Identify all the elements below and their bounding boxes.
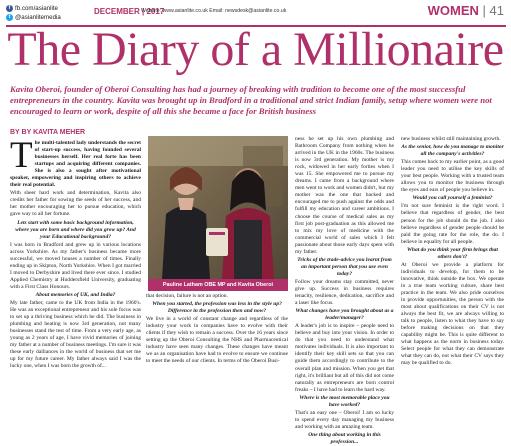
paragraph: I was born in Bradford and grew up in various locations across Yorkshire. As my father's business became more successful, we moved houses a number of times. Finally ending up in Skipton, North Yorkshire. When I got married I moved to Derbyshire and lived there ever since. I studied Applied Chemistry at Huddersfield University, graduating with a First Class Honours. [10,241,141,290]
question: Where is the most memorable place you have worked? [299,394,390,408]
section-label: WOMEN | 41 [427,3,504,18]
paragraph: I'm not sure feminist is the right word. I believe that regardless of gender, the best person for the job should do the job. I also believe regardless of gender people should be paid the going rate for the role, the do. I believe in equality for all people. [401,203,504,245]
issue-date: DECEMBER | 2017 [94,7,165,16]
facebook-icon: f [6,5,13,12]
facebook-link[interactable] [6,5,58,12]
article-photo [148,136,288,279]
column-3 [295,136,394,445]
paragraph: My late father, came to the UK from India in the 1960's. He was an exceptional entrepreneur and his sole focus was to set up a thriving business which he did. The business in plumbing and heating is now 3rd generation, not many businesses stand the test of time. From a very early age, as young as 2 years of age, I have vivid memories of joining my father at a number of business meetings. I'm sure it was these early dalliances in the world of business that set me up for my future career. My father always said I was the lucky one, when I was born the growth of... [10,300,141,370]
facebook-handle: fb.com/asianlite [15,5,58,12]
page-number: 41 [489,3,504,18]
article-standfirst: Kavita Oberoi, founder of Oberoi Consulting has had a journey of breaking with tradition to become one of the most successful entrepreneurs in the country. Kavita was brought up in Bradford in a traditional and strict Indian family, setup where women were not encouraged to learn or work, despite of all this she became a face for British business [10,84,492,116]
question: What do you think your firm brings that others don't? [407,246,498,260]
column-2 [146,293,288,400]
paragraph: At Oberoi we provide a platform for individuals to develop, for them to be innovative, think outside the box. We operate in a true team working culture, share best practice in the team. We also pride ourselves in provide opportunities, the person with the most about qualifications on their CV is not always the best fit, we are always willing to talk to people, listen to what they have to say before making decisions on that they capability might be. This is quite different to what happens as the norm in business today. Select people for what they can demonstrate what they can do, not what their CV says they may be qualified to do. [401,261,504,367]
byline: BY BY KAVITA MEHER [10,129,86,136]
twitter-link[interactable] [6,14,61,21]
photo-caption: Pauline Latham OBE MP and Kavita Oberoi [148,279,288,291]
question: Would you call yourself a feminist? [412,195,493,202]
intro-paragraph: he multi-talented lady understands the secret of start-up success, having founded several businesses herself. Her real forte has been startups and acquiring different companies. She is also a sought after motivational speaker, empowering and inspiring others to achieve their real potential. [10,140,141,189]
question: When you started, the profession was less in the style up? Difference in the profession then and now? [152,301,282,315]
paragraph: This comes back to my earlier point, as a good leader you need to utilise the key skills of your best people. Working with a trusted team allows you to monitor the business through the eyes and ears of people you believe in. [401,159,504,194]
question: About memories of UK, and India? [35,291,116,298]
paragraph: A leader's job is to inspire – people need to believe and buy into your vision. In order to do that you need to understand what motivates individuals. It is also important to identify their key skill sets so that you can guide them accordingly to contribute to the overall plan and mission. When you get that right, it's brilliant but all of this did not come naturally as entrepreneurs are born control freaks – I have had to learn the hard way. [295,323,394,393]
column-4 [401,136,504,400]
twitter-icon: t [6,14,13,21]
section-name: WOMEN [427,3,479,18]
paragraph: new business whilst still maintaining growth. [401,136,501,142]
contact-info: Website: www.asianlite.co.uk Email: newsdesk@asianlite.co.uk [141,8,287,14]
paragraph: That's an easy one – Oberoi! I am so lucky to spend every day managing my business and working with an amazing team. [295,409,394,430]
paragraph: ness he set up his own plumbing and Bathroom Company from nothing when he arrived in the UK in the 1960s. The business is now 3rd generation. My mother is my rock, widowed in her early forties when I was 15. She empowered me to pursue my dreams. I came from a background where men went to work and women didn't, but my mother was the one that backed and encouraged me to push against the odds and fulfill my education and career ambitions. I choose the course of medical sales as my first job post-graduation as this allowed me to mix my love of medicine with the commercial world of sales which I felt passionate about those early days spent with my father. [295,136,394,255]
column-1 [10,135,141,400]
paragraph: that decision, failure is not an option. [146,293,228,299]
question: One thing about working in this profession... [308,431,381,445]
drop-cap: T [10,135,33,176]
twitter-handle: @asianlitemedia [15,14,61,21]
question: Tricks of the trade-advice you learnt from an important person that you use even today? [297,256,392,277]
question: Lets start with some basic background information, where you are born and where did you grow up? And your Educational background? [15,219,136,240]
question: As the senior, how do you manage to monitor all the company's activities? [401,144,504,158]
paragraph: Follow your dreams stay committed, never give up. Success in business requires tenacity, resilience, dedication, sacrifice and a laser like focus. [295,278,394,307]
question: What changes have you brought about as a leader/manager? [295,308,394,322]
paragraph: With sheer hard work and determination, Kavita also credits her father for sowing the seeds of her success, and her mother encouraging her to pursue education, which gave way to all her fortune. [10,190,141,218]
article-title: The Diary of a Millionaire [7,23,504,76]
paragraph: We live in a world of constant change and regardless of the industry your work in companies have to evolve with their clients if they wish to remain a success. Over the 16 years since setting up the Oberoi Consulting the NHS and Pharmaceutical industry have seen many changes. These changes have meant we as an organisation have had to evolve to ensure we continue to meet the needs of our clients. In terms of the Oberoi Busi- [146,316,288,365]
photo-illustration [148,136,288,279]
